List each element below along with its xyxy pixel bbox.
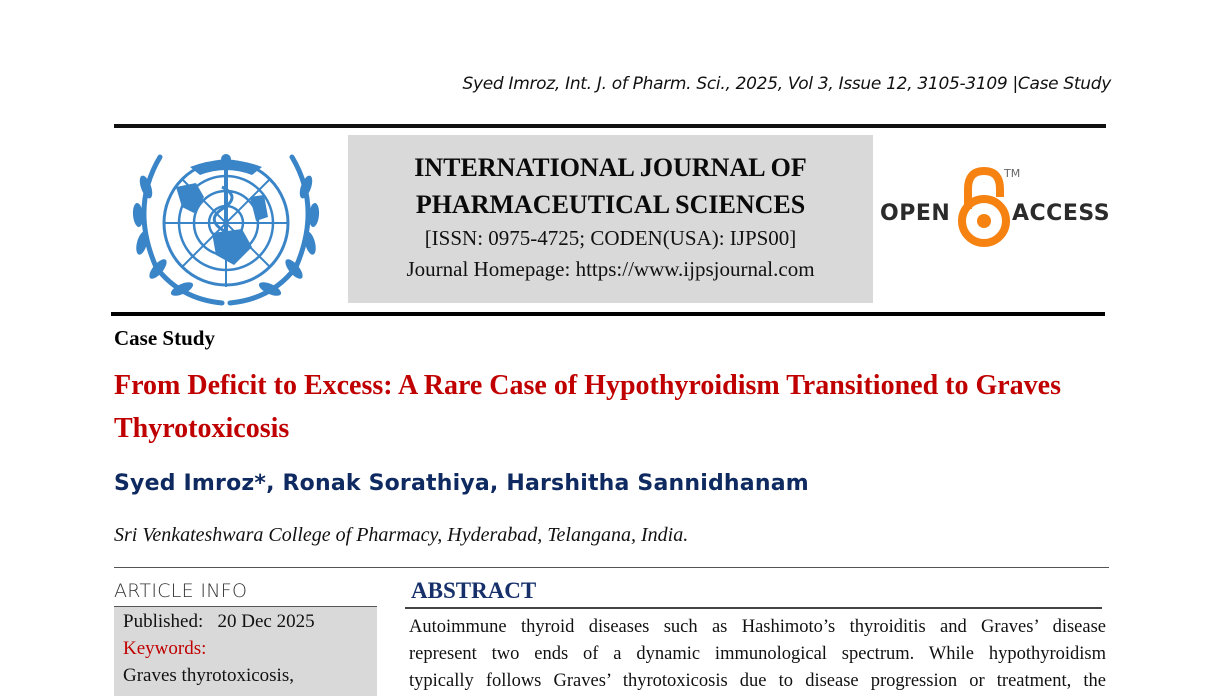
journal-title-line2: PHARMACEUTICAL SCIENCES xyxy=(415,190,806,219)
trademark-mark: TM xyxy=(1004,167,1021,180)
journal-title-line1: INTERNATIONAL JOURNAL OF xyxy=(414,153,807,182)
masthead-top-rule xyxy=(114,124,1106,128)
journal-title-box xyxy=(348,135,873,303)
journal-issn: [ISSN: 0975-4725; CODEN(USA): IJPS00] xyxy=(424,226,797,250)
article-type-label: Case Study xyxy=(114,326,215,350)
open-access-logo xyxy=(878,165,1110,250)
keyword-item: Graves thyrotoxicosis, xyxy=(123,665,294,686)
section-divider xyxy=(114,567,1109,568)
abstract-heading: ABSTRACT xyxy=(411,578,537,603)
abstract-line: typically follows Graves’ thyrotoxicosis due to disease progression or treatment, the xyxy=(409,671,1106,691)
keywords-label: Keywords: xyxy=(123,638,207,659)
open-access-right-text: ACCESS xyxy=(1012,201,1111,226)
abstract-line: Autoimmune thyroid diseases such as Hashimoto’s thyroiditis and Graves’ disease xyxy=(409,617,1106,637)
author-affiliation: Sri Venkateshwara College of Pharmacy, Hyderabad, Telangana, India. xyxy=(114,524,689,546)
article-title: From Deficit to Excess: A Rare Case of Hypothyroidism Transitioned to Graves Thyrotoxicosis xyxy=(114,370,1061,444)
abstract-line: represent two ends of a dynamic immunological spectrum. While hypothyroidism xyxy=(409,644,1106,664)
abstract-body xyxy=(409,614,1106,695)
published-row xyxy=(123,611,315,633)
article-info-heading: ARTICLE INFO xyxy=(114,580,248,602)
journal-homepage-link[interactable]: Journal Homepage: https://www.ijpsjournal.com xyxy=(406,257,815,281)
author-list: Syed Imroz*, Ronak Sorathiya, Harshitha Sannidhanam xyxy=(114,471,809,496)
published-date: 20 Dec 2025 xyxy=(217,611,315,632)
abstract-rule xyxy=(405,607,1102,609)
journal-title xyxy=(348,149,873,223)
article-info-box xyxy=(114,606,377,696)
published-label: Published: xyxy=(123,611,204,632)
running-head-citation: Syed Imroz, Int. J. of Pharm. Sci., 2025, Vol 3, Issue 12, 3105-3109 |Case Study xyxy=(462,74,1111,94)
journal-emblem-icon xyxy=(124,137,328,307)
open-access-left-text: OPEN xyxy=(880,201,951,226)
masthead-bottom-rule xyxy=(111,312,1105,316)
